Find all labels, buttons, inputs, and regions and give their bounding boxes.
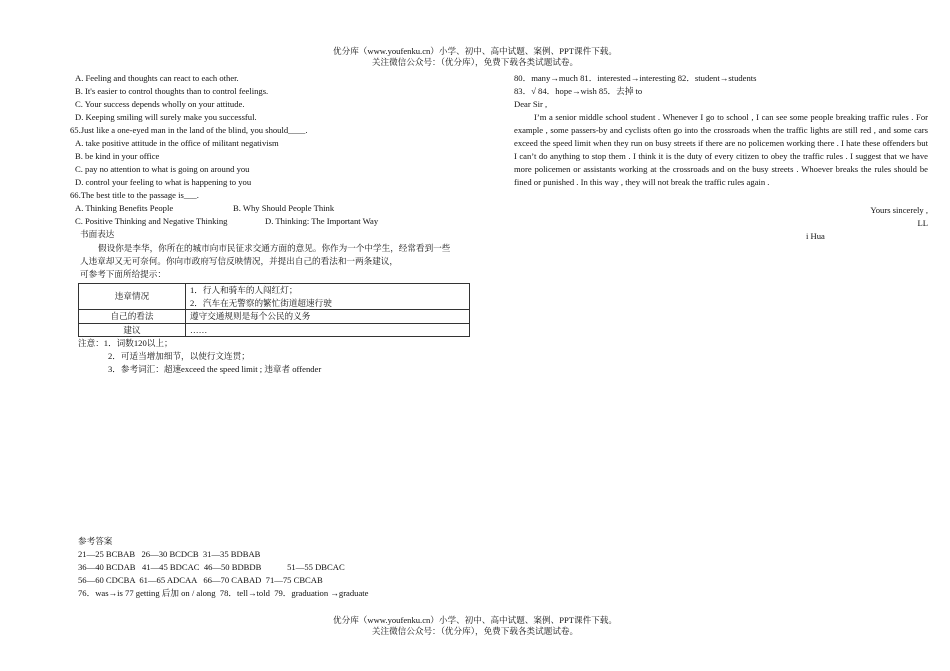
letter-signature-2: i Hua <box>806 231 825 241</box>
q64-option-d: D. Keeping smiling will surely make you successful. <box>75 112 257 122</box>
corrections-line-2: 83．√ 84．hope→wish 85．去掉 to <box>514 86 643 96</box>
table-row <box>79 310 470 324</box>
q65-option-c: C. pay no attention to what is going on around you <box>75 164 250 174</box>
opinion-label: 自己的看法 <box>79 310 186 324</box>
q64-option-c: C. Your success depends wholly on your attitude. <box>75 99 245 109</box>
q66-option-b: B. Why Should People Think <box>233 203 335 213</box>
suggestion-value: …… <box>186 323 470 337</box>
answer-line-2: 36—40 BCDAB 41—45 BDCAC 46—50 BDBDB 51—55 DBCAC <box>78 562 345 572</box>
q66-option-c: C. Positive Thinking and Negative Thinking <box>75 216 228 226</box>
corrections-line-1: 80．many→much 81．interested→interesting 82．student→students <box>514 73 757 83</box>
q64-option-b: B. It's easier to control thoughts than to control feelings. <box>75 86 269 96</box>
note-2: 2．可适当增加细节，以使行文连贯； <box>108 351 250 361</box>
q66-option-a: A. Thinking Benefits People <box>75 203 174 213</box>
note-1: 注意：1．词数120以上； <box>78 338 173 348</box>
answer-line-1: 21—25 BCBAB 26—30 BCDCB 31—35 BDBAB <box>78 549 261 559</box>
suggestion-label: 建议 <box>79 323 186 337</box>
hints-table <box>78 283 470 337</box>
table-row <box>79 284 470 310</box>
violations-label: 违章情况 <box>79 284 186 310</box>
q65-option-a: A. take positive attitude in the office of militant negativism <box>75 138 279 148</box>
letter-signature-1: LL <box>917 218 928 228</box>
note-3: 3．参考词汇：超速exceed the speed limit ; 违章者 offender <box>108 364 322 374</box>
q66-option-d: D. Thinking: The Important Way <box>265 216 379 226</box>
q65-stem: 65.Just like a one-eyed man in the land of the blind, you should____. <box>70 125 308 135</box>
writing-prompt-line-3: 可参考下面所给提示： <box>80 269 166 279</box>
q66-stem: 66.The best title to the passage is___. <box>70 190 199 200</box>
writing-prompt-line-1: 假设你是李华，你所在的城市向市民征求交通方面的意见。你作为一个中学生，经常看到一些 <box>98 243 451 253</box>
opinion-value: 遵守交通规则是每个公民的义务 <box>186 310 470 324</box>
violation-item: 2．汽车在无警察的繁忙街道超速行驶 <box>190 297 332 308</box>
violations-cell <box>186 284 470 310</box>
footer-line-1: 优分库（www.youfenku.cn）小学、初中、高中试题、案例、PPT课件下载。 <box>333 615 617 625</box>
q65-option-b: B. be kind in your office <box>75 151 160 161</box>
header-line-1: 优分库（www.youfenku.cn）小学、初中、高中试题、案例、PPT课件下载。 <box>333 46 617 56</box>
letter-salutation: Dear Sir , <box>514 99 548 109</box>
letter-body: I’m a senior middle school student . Whenever I go to school , I can see some people breaking traffic rules . For example , some passers-by and cyclists often go into the crossroads when the traffic lights are still red , and some cars exceed the speed limit when they run on busy streets if there are no policemen working there . I hate these offenders but I can’t do anything to stop them . I think it is the duty of every citizen to obey the traffic rules . I suggest that we have more policemen or assistants working at the crossroads and on the busy streets . Whoever breaks the rules should be fined or punished . In this way , they will not break the traffic rules again . <box>514 112 928 187</box>
q64-option-a: A. Feeling and thoughts can react to each other. <box>75 73 239 83</box>
header-line-2: 关注微信公众号：（优分库），免费下载各类试题试卷。 <box>371 57 579 67</box>
answers-title: 参考答案 <box>78 536 113 546</box>
letter-closing: Yours sincerely , <box>870 205 928 215</box>
writing-title: 书面表达 <box>80 229 115 239</box>
writing-prompt-line-2: 人违章却又无可奈何。你向市政府写信反映情况，并提出自己的看法和一两条建议， <box>80 256 398 266</box>
answer-line-4: 76．was→is 77 getting 后加 on / along 78．tell→told 79．graduation →graduate <box>78 588 369 598</box>
violation-item: 1．行人和骑车的人闯红灯； <box>190 285 298 295</box>
answer-line-3: 56—60 CDCBA 61—65 ADCAA 66—70 CABAD 71—75 CBCAB <box>78 575 323 585</box>
footer-line-2: 关注微信公众号：（优分库），免费下载各类试题试卷。 <box>371 626 579 636</box>
table-row <box>79 323 470 337</box>
q65-option-d: D. control your feeling to what is happening to you <box>75 177 252 187</box>
